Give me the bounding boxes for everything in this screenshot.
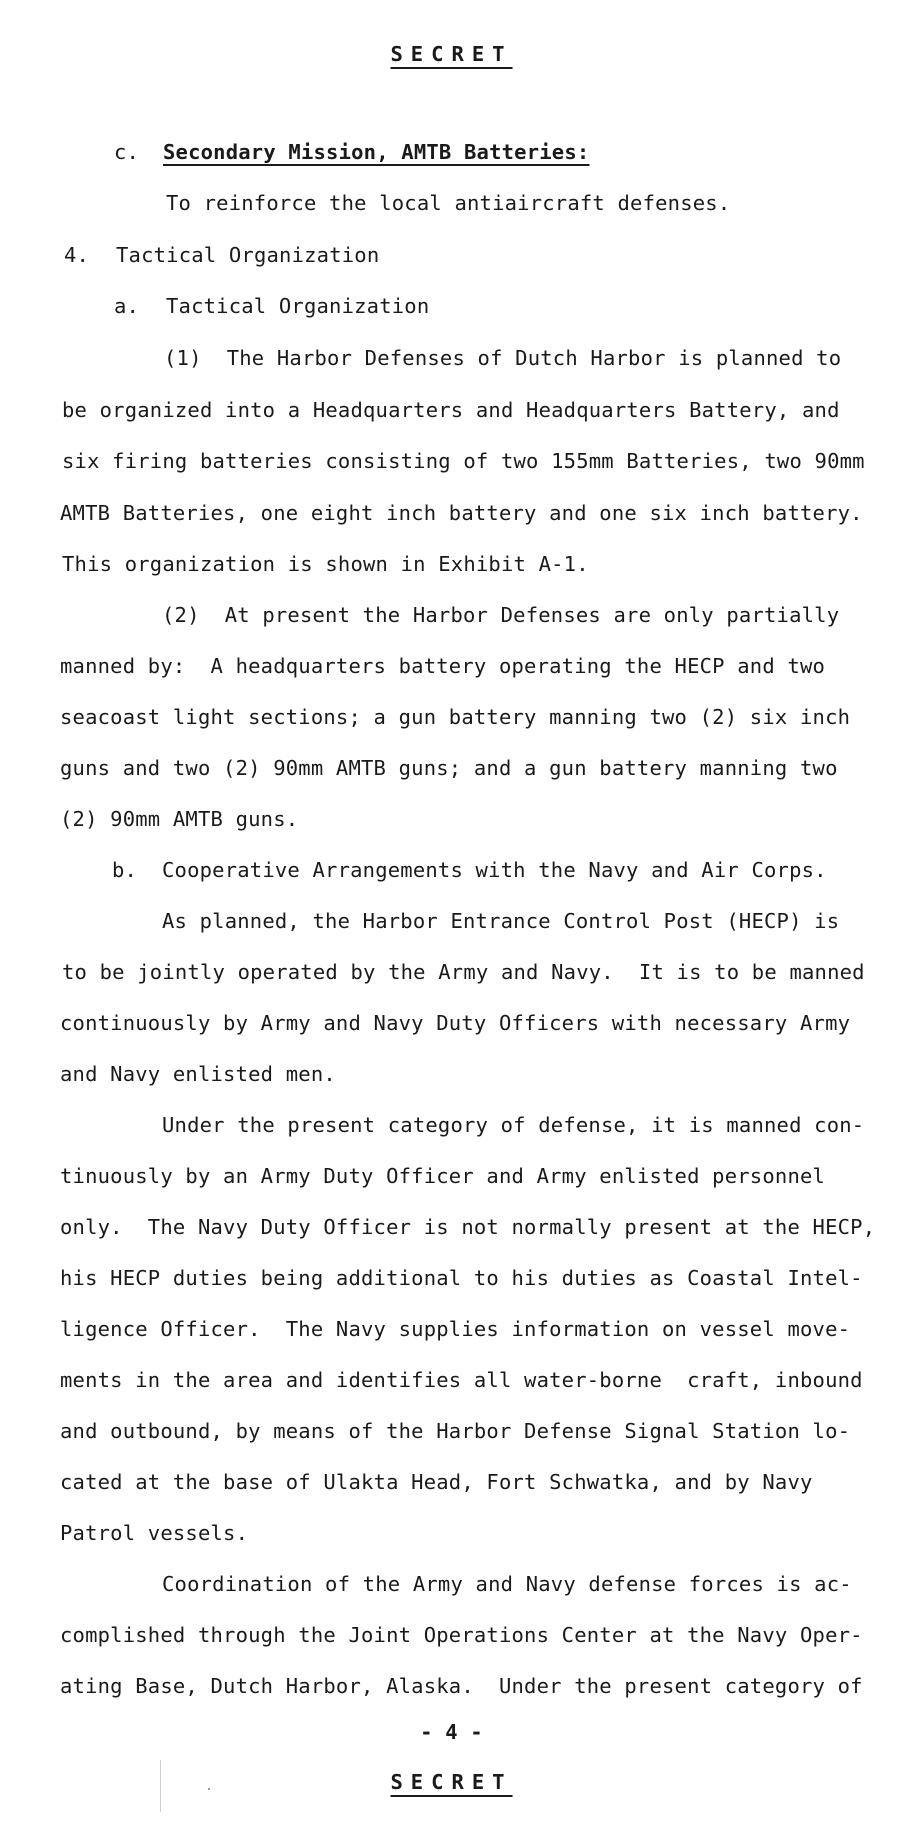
- paragraph-2-line: guns and two (2) 90mm AMTB guns; and a gun battery manning two: [60, 756, 838, 780]
- paragraph-1-line: (1) The Harbor Defenses of Dutch Harbor is planned to: [164, 346, 842, 370]
- paragraph-b3-line: Coordination of the Army and Navy defense forces is ac-: [162, 1572, 852, 1596]
- paragraph-b2-line: his HECP duties being additional to his duties as Coastal Intel-: [60, 1266, 863, 1290]
- paragraph-1-line: AMTB Batteries, one eight inch battery and one six inch battery.: [60, 501, 863, 525]
- subsection-b-heading: Cooperative Arrangements with the Navy and Air Corps.: [162, 858, 827, 882]
- paragraph-b1-line: As planned, the Harbor Entrance Control Post (HECP) is: [162, 909, 840, 933]
- paragraph-b3-line: complished through the Joint Operations Center at the Navy Oper-: [60, 1623, 863, 1647]
- paragraph-b1-line: continuously by Army and Navy Duty Officers with necessary Army: [60, 1011, 851, 1035]
- paragraph-2-line: (2) At present the Harbor Defenses are only partially: [162, 603, 840, 627]
- paragraph-2-line: seacoast light sections; a gun battery manning two (2) six inch: [60, 705, 851, 729]
- paragraph-b2-line: tinuously by an Army Duty Officer and Army enlisted personnel: [60, 1164, 826, 1188]
- section-4-marker: 4.: [64, 243, 90, 267]
- paragraph-1-line: This organization is shown in Exhibit A-1.: [62, 552, 589, 576]
- section-c-text: To reinforce the local antiaircraft defenses.: [166, 191, 731, 215]
- classification-footer: SECRET: [390, 1770, 513, 1794]
- paragraph-b2-line: ments in the area and identifies all water-borne craft, inbound: [60, 1368, 863, 1392]
- paragraph-2-line: (2) 90mm AMTB guns.: [60, 807, 299, 831]
- paragraph-b1-line: and Navy enlisted men.: [60, 1062, 336, 1086]
- paragraph-b2-line: and outbound, by means of the Harbor Defense Signal Station lo-: [60, 1419, 851, 1443]
- section-c-heading: Secondary Mission, AMTB Batteries:: [163, 140, 590, 164]
- paragraph-b2-line: cated at the base of Ulakta Head, Fort Schwatka, and by Navy: [60, 1470, 813, 1494]
- section-4-heading: Tactical Organization: [116, 243, 380, 267]
- paragraph-b2-line: Under the present category of defense, it is manned con-: [162, 1113, 865, 1137]
- paragraph-1-line: be organized into a Headquarters and Headquarters Battery, and: [62, 398, 840, 422]
- paragraph-1-line: six firing batteries consisting of two 155mm Batteries, two 90mm: [62, 449, 865, 473]
- paragraph-b3-line: ating Base, Dutch Harbor, Alaska. Under the present category of: [60, 1674, 863, 1698]
- paragraph-b1-line: to be jointly operated by the Army and Navy. It is to be manned: [62, 960, 865, 984]
- classification-header: SECRET: [390, 42, 513, 66]
- subsection-a-heading: Tactical Organization: [166, 294, 430, 318]
- subsection-a-marker: a.: [114, 294, 140, 318]
- paragraph-b2-line: ligence Officer. The Navy supplies information on vessel move-: [60, 1317, 851, 1341]
- paragraph-b2-line: only. The Navy Duty Officer is not normally present at the HECP,: [60, 1215, 876, 1239]
- page-number: - 4 -: [420, 1720, 483, 1744]
- subsection-b-marker: b.: [112, 858, 138, 882]
- section-c-marker: c.: [114, 140, 140, 164]
- paragraph-b2-line: Patrol vessels.: [60, 1521, 249, 1545]
- paragraph-2-line: manned by: A headquarters battery operating the HECP and two: [60, 654, 826, 678]
